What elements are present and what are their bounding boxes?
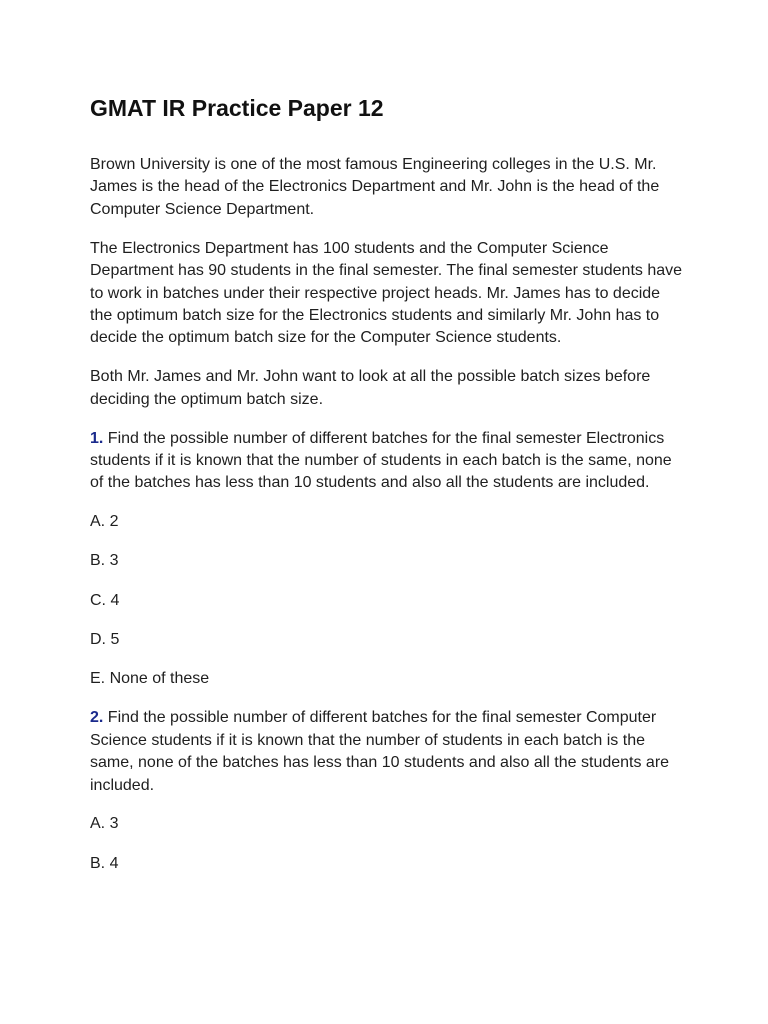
question-2-option-b: B. 4	[90, 854, 119, 872]
intro-paragraph-1: Brown University is one of the most famous Engineering colleges in the U.S. Mr. James is the head of the Electronics Department and Mr. John is the head of the Computer Science Department.	[90, 156, 660, 218]
question-2	[90, 707, 686, 797]
question-1-option-b: B. 3	[90, 552, 119, 570]
document-page	[90, 92, 686, 892]
question-1-number: 1.	[90, 429, 104, 447]
question-2-number: 2.	[90, 709, 104, 727]
question-2-text: Find the possible number of different batches for the final semester Computer Science students if it is known that the number of students in each batch is the same, none of the batches has less than 10 students and also all the students are included.	[90, 709, 670, 794]
question-1-option-c: C. 4	[90, 591, 120, 609]
page-title: GMAT IR Practice Paper 12	[90, 95, 384, 121]
question-1-option-e: E. None of these	[90, 670, 210, 688]
question-1-option-d: D. 5	[90, 630, 120, 648]
question-1	[90, 428, 686, 495]
question-2-option-a: A. 3	[90, 815, 119, 833]
intro-paragraph-2: The Electronics Department has 100 students and the Computer Science Department has 90 students in the final semester. The final semester students have to work in batches under their respective project heads. Mr. James has to decide the optimum batch size for the Electronics students and similarly Mr. John has to decide the optimum batch size for the Computer Science students.	[90, 239, 683, 347]
question-1-option-a: A. 2	[90, 513, 119, 531]
question-1-text: Find the possible number of different batches for the final semester Electronics students if it is known that the number of students in each batch is the same, none of the batches has less than 10 students and also all the students are included.	[90, 429, 672, 492]
intro-paragraph-3: Both Mr. James and Mr. John want to look at all the possible batch sizes before deciding the optimum batch size.	[90, 368, 651, 408]
